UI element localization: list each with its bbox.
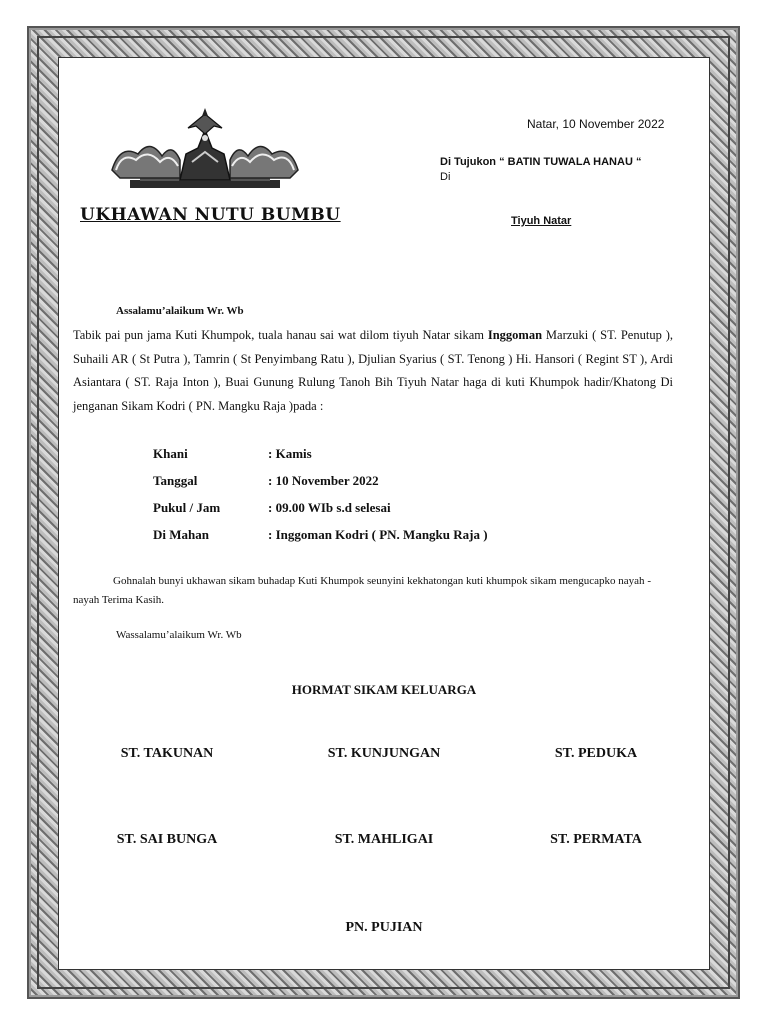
body-paragraph	[73, 324, 673, 418]
detail-value: : Kamis	[268, 446, 312, 461]
signatory-name: ST. SAI BUNGA	[116, 832, 218, 847]
detail-value: : 10 November 2022	[268, 473, 379, 488]
signatory-name: ST. TAKUNAN	[120, 746, 214, 761]
body-text-2: Marzuki ( ST. Penutup ), Suhaili AR ( St Putra ), Tamrin ( St Penyimbang Ratu ), Djulian Syarius ( ST. Tenong ) Hi. Hansori ( Regint ST ), Ardi Asiantara ( ST. Raja Inton ), Buai Gunung Rulung Tanoh Bih Tiyuh Natar haga di kuti Khumpok hadir/Khatong Di jenganan Sikam Kodri ( PN. Mangku Raja )pada :	[73, 328, 673, 413]
detail-label: Pukul / Jam	[153, 500, 221, 515]
detail-label: Tanggal	[153, 473, 198, 488]
recipient: Di Tujukon “ BATIN TUWALA HANAU “	[440, 156, 642, 168]
greeting: Assalamu’alaikum Wr. Wb	[116, 305, 244, 317]
village: Tiyuh Natar	[511, 215, 572, 227]
closing-paragraph: Gohnalah bunyi ukhawan sikam buhadap Kuti Khumpok seunyini kekhatongan kuti khumpok sikam mengucapko nayah - nayah Terima Kasih.	[73, 575, 651, 606]
final-signatory: PN. PUJIAN	[345, 920, 423, 935]
detail-row-date	[153, 473, 488, 500]
body-text-1: Tabik pai pun jama Kuti Khumpok, tuala hanau sai wat dilom tiyuh Natar sikam	[73, 328, 488, 342]
event-details	[153, 446, 488, 554]
signatory-name: ST. MAHLIGAI	[334, 832, 434, 847]
place-date: Natar, 10 November 2022	[527, 117, 665, 131]
detail-row-place	[153, 527, 488, 554]
detail-value: : Inggoman Kodri ( PN. Mangku Raja )	[268, 527, 488, 542]
organization-name: UKHAWAN NUTU BUMBU	[80, 205, 341, 225]
detail-label: Khani	[153, 446, 188, 461]
detail-row-time	[153, 500, 488, 527]
recipient-di: Di	[440, 171, 451, 183]
traditional-crown-logo	[110, 108, 300, 198]
signatory-name: ST. PEDUKA	[554, 746, 638, 761]
detail-value: : 09.00 WIb s.d selesai	[268, 500, 391, 515]
signatory-name: ST. PERMATA	[550, 832, 642, 847]
signatory-name: ST. KUNJUNGAN	[327, 746, 441, 761]
body-text-bold: Inggoman	[487, 328, 543, 342]
detail-row-day	[153, 446, 488, 473]
regards-heading: HORMAT SIKAM KELUARGA	[291, 682, 477, 697]
farewell: Wassalamu’alaikum Wr. Wb	[116, 629, 242, 641]
detail-label: Di Mahan	[153, 527, 209, 542]
